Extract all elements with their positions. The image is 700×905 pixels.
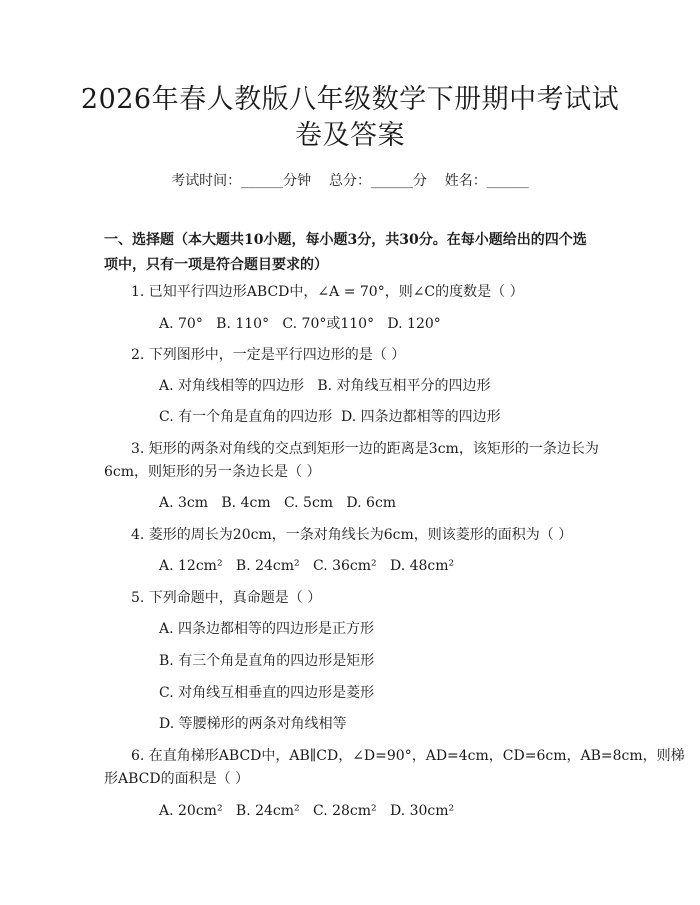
- exam-meta-line: 考试时间：______分钟 总分：______分 姓名：______: [171, 173, 529, 189]
- question-1-options: A. 70° B. 110° C. 70°或110° D. 120°: [159, 316, 441, 332]
- question-5-stem: 5. 下列命题中，真命题是（ ）: [131, 590, 322, 606]
- question-1-stem: 1. 已知平行四边形ABCD中，∠A = 70°，则∠C的度数是（ ）: [131, 284, 524, 300]
- question-6-stem-line-1: 6. 在直角梯形ABCD中，AB∥CD，∠D=90°，AD=4cm，CD=6cm，AB=8cm，则梯: [131, 748, 685, 764]
- question-2-options-line-1: A. 对角线相等的四边形 B. 对角线互相平分的四边形: [159, 378, 491, 394]
- question-3-options: A. 3cm B. 4cm C. 5cm D. 6cm: [159, 495, 397, 511]
- question-6-stem-line-2: 形ABCD的面积是（ ）: [104, 771, 250, 787]
- question-4-stem: 4. 菱形的周长为20cm，一条对角线长为6cm，则该菱形的面积为（ ）: [131, 527, 573, 543]
- question-2-options-line-2: C. 有一个角是直角的四边形 D. 四条边都相等的四边形: [159, 409, 501, 425]
- question-3-stem-line-2: 6cm，则矩形的另一条边长是（ ）: [104, 464, 321, 480]
- question-6-options: A. 20cm² B. 24cm² C. 28cm² D. 30cm²: [159, 803, 455, 819]
- question-5-option-b: B. 有三个角是直角的四边形是矩形: [159, 653, 375, 669]
- question-5-option-d: D. 等腰梯形的两条对角线相等: [159, 716, 347, 732]
- question-2-stem: 2. 下列图形中，一定是平行四边形的是（ ）: [131, 347, 406, 363]
- exam-title-line-2: 卷及答案: [295, 120, 405, 151]
- question-4-options: A. 12cm² B. 24cm² C. 36cm² D. 48cm²: [159, 558, 455, 574]
- question-5-option-c: C. 对角线互相垂直的四边形是菱形: [159, 685, 375, 701]
- exam-title: [0, 82, 700, 154]
- question-5-option-a: A. 四条边都相等的四边形是正方形: [159, 621, 375, 637]
- exam-title-line-1: 2026年春人教版八年级数学下册期中考试试: [80, 84, 620, 115]
- section-1-heading: 一、选择题（本大题共10小题，每小题3分，共30分。在每小题给出的四个选项中，只有一项是符合题目要求的）: [104, 232, 587, 273]
- question-3-stem-line-1: 3. 矩形的两条对角线的交点到矩形一边的距离是3cm，该矩形的一条边长为: [131, 441, 599, 457]
